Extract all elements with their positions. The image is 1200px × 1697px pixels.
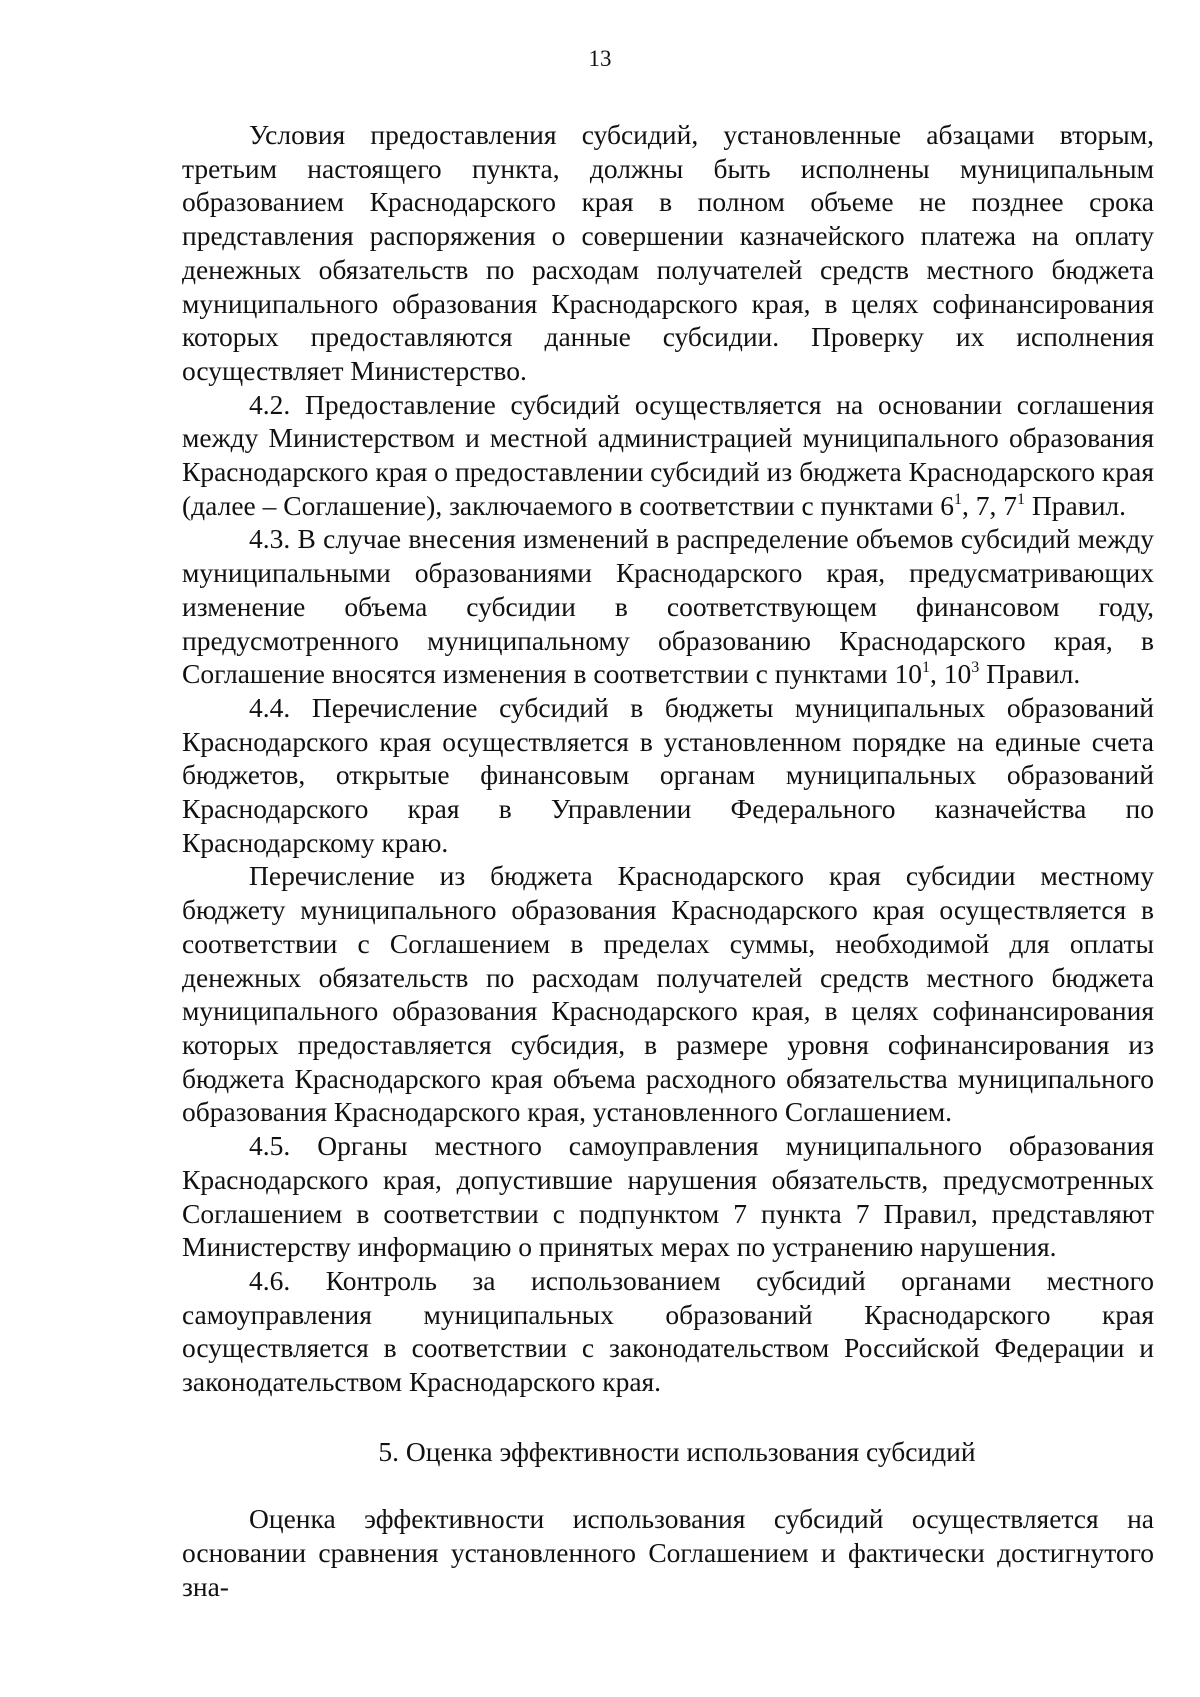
- superscript: 3: [971, 659, 980, 677]
- superscript: 1: [954, 490, 963, 508]
- paragraph-4-3-text: , 10: [930, 658, 972, 690]
- paragraph-4-3-text: Правил.: [979, 658, 1081, 690]
- paragraph-4-3: [182, 522, 1154, 691]
- superscript: 1: [1017, 490, 1026, 508]
- paragraph-4-2-text: , 7, 7: [962, 489, 1018, 521]
- section-title: 5. Оценка эффективности использования субсидий: [378, 1435, 976, 1467]
- paragraph-4-6: 4.6. Контроль за использованием субсидий органами местного самоуправления муниципальных образований Краснодарского края осуществляется в соответствии с законодательством Российской Федерации и законодательством Краснодарского края.: [182, 1264, 1154, 1398]
- paragraph-4-2-text: Правил.: [1025, 489, 1127, 521]
- document-body: [182, 118, 1154, 1604]
- paragraph-4-5: 4.5. Органы местного самоуправления муниципального образования Краснодарского края, допустившие нарушения обязательств, предусмотренных Соглашением в соответствии с подпунктом 7 пункта 7 Правил, представляют Министерству информацию о принятых мерах по устранению нарушения.: [182, 1130, 1154, 1263]
- paragraph-transfer: Перечисление из бюджета Краснодарского края субсидии местному бюджету муниципального образования Краснодарского края осуществляется в соответствии с Соглашением в пределах суммы, необходимой для оплаты денежных обязательств по расходам получателей средств местного бюджета муниципального образования Краснодарского края, в целях софинансирования которых предоставляется субсидия, в размере уровня софинансирования из бюджета Краснодарского края объема расходного обязательства муниципального образования Краснодарского края, установленного Соглашением.: [182, 860, 1154, 1128]
- paragraph-evaluation: Оценка эффективности использования субсидий осуществляется на основании сравнения установленного Соглашением и фактически достигнутого зна-: [182, 1503, 1154, 1602]
- paragraph-4-3-text: 4.3. В случае внесения изменений в распределение объемов субсидий между муниципальными образованиями Краснодарского края, предусматривающих изменение объема субсидии в соответствующем финансовом году, предусмотренного муниципальному образованию Краснодарского края, в Соглашение вносятся изменения в соответствии с пунктами 10: [182, 523, 1154, 690]
- paragraph-4-2: [182, 388, 1154, 523]
- page-number: 13: [588, 46, 612, 71]
- paragraph-4-2-text: 4.2. Предоставление субсидий осуществляется на основании соглашения между Министерством и местной администрацией муниципального образования Краснодарского края о предоставлении субсидий из бюджета Краснодарского края (далее – Соглашение), заключаемого в соответствии с пунктами 6: [182, 388, 1154, 521]
- superscript: 1: [922, 659, 930, 677]
- paragraph-4-4: 4.4. Перечисление субсидий в бюджеты муниципальных образований Краснодарского края осуществляется в установленном порядке на единые счета бюджетов, открытые финансовым органам муниципальных образований Краснодарского края в Управлении Федерального казначейства по Краснодарскому краю.: [182, 691, 1154, 858]
- paragraph-conditions: Условия предоставления субсидий, установленные абзацами вторым, третьим настоящего пункта, должны быть исполнены муниципальным образованием Краснодарского края в полном объеме не позднее срока представления распоряжения о совершении казначейского платежа на оплату денежных обязательств по расходам получателей средств местного бюджета муниципального образования Краснодарского края, в целях софинансирования которых предоставляются данные субсидии. Проверку их исполнения осуществляет Министерство.: [182, 119, 1154, 386]
